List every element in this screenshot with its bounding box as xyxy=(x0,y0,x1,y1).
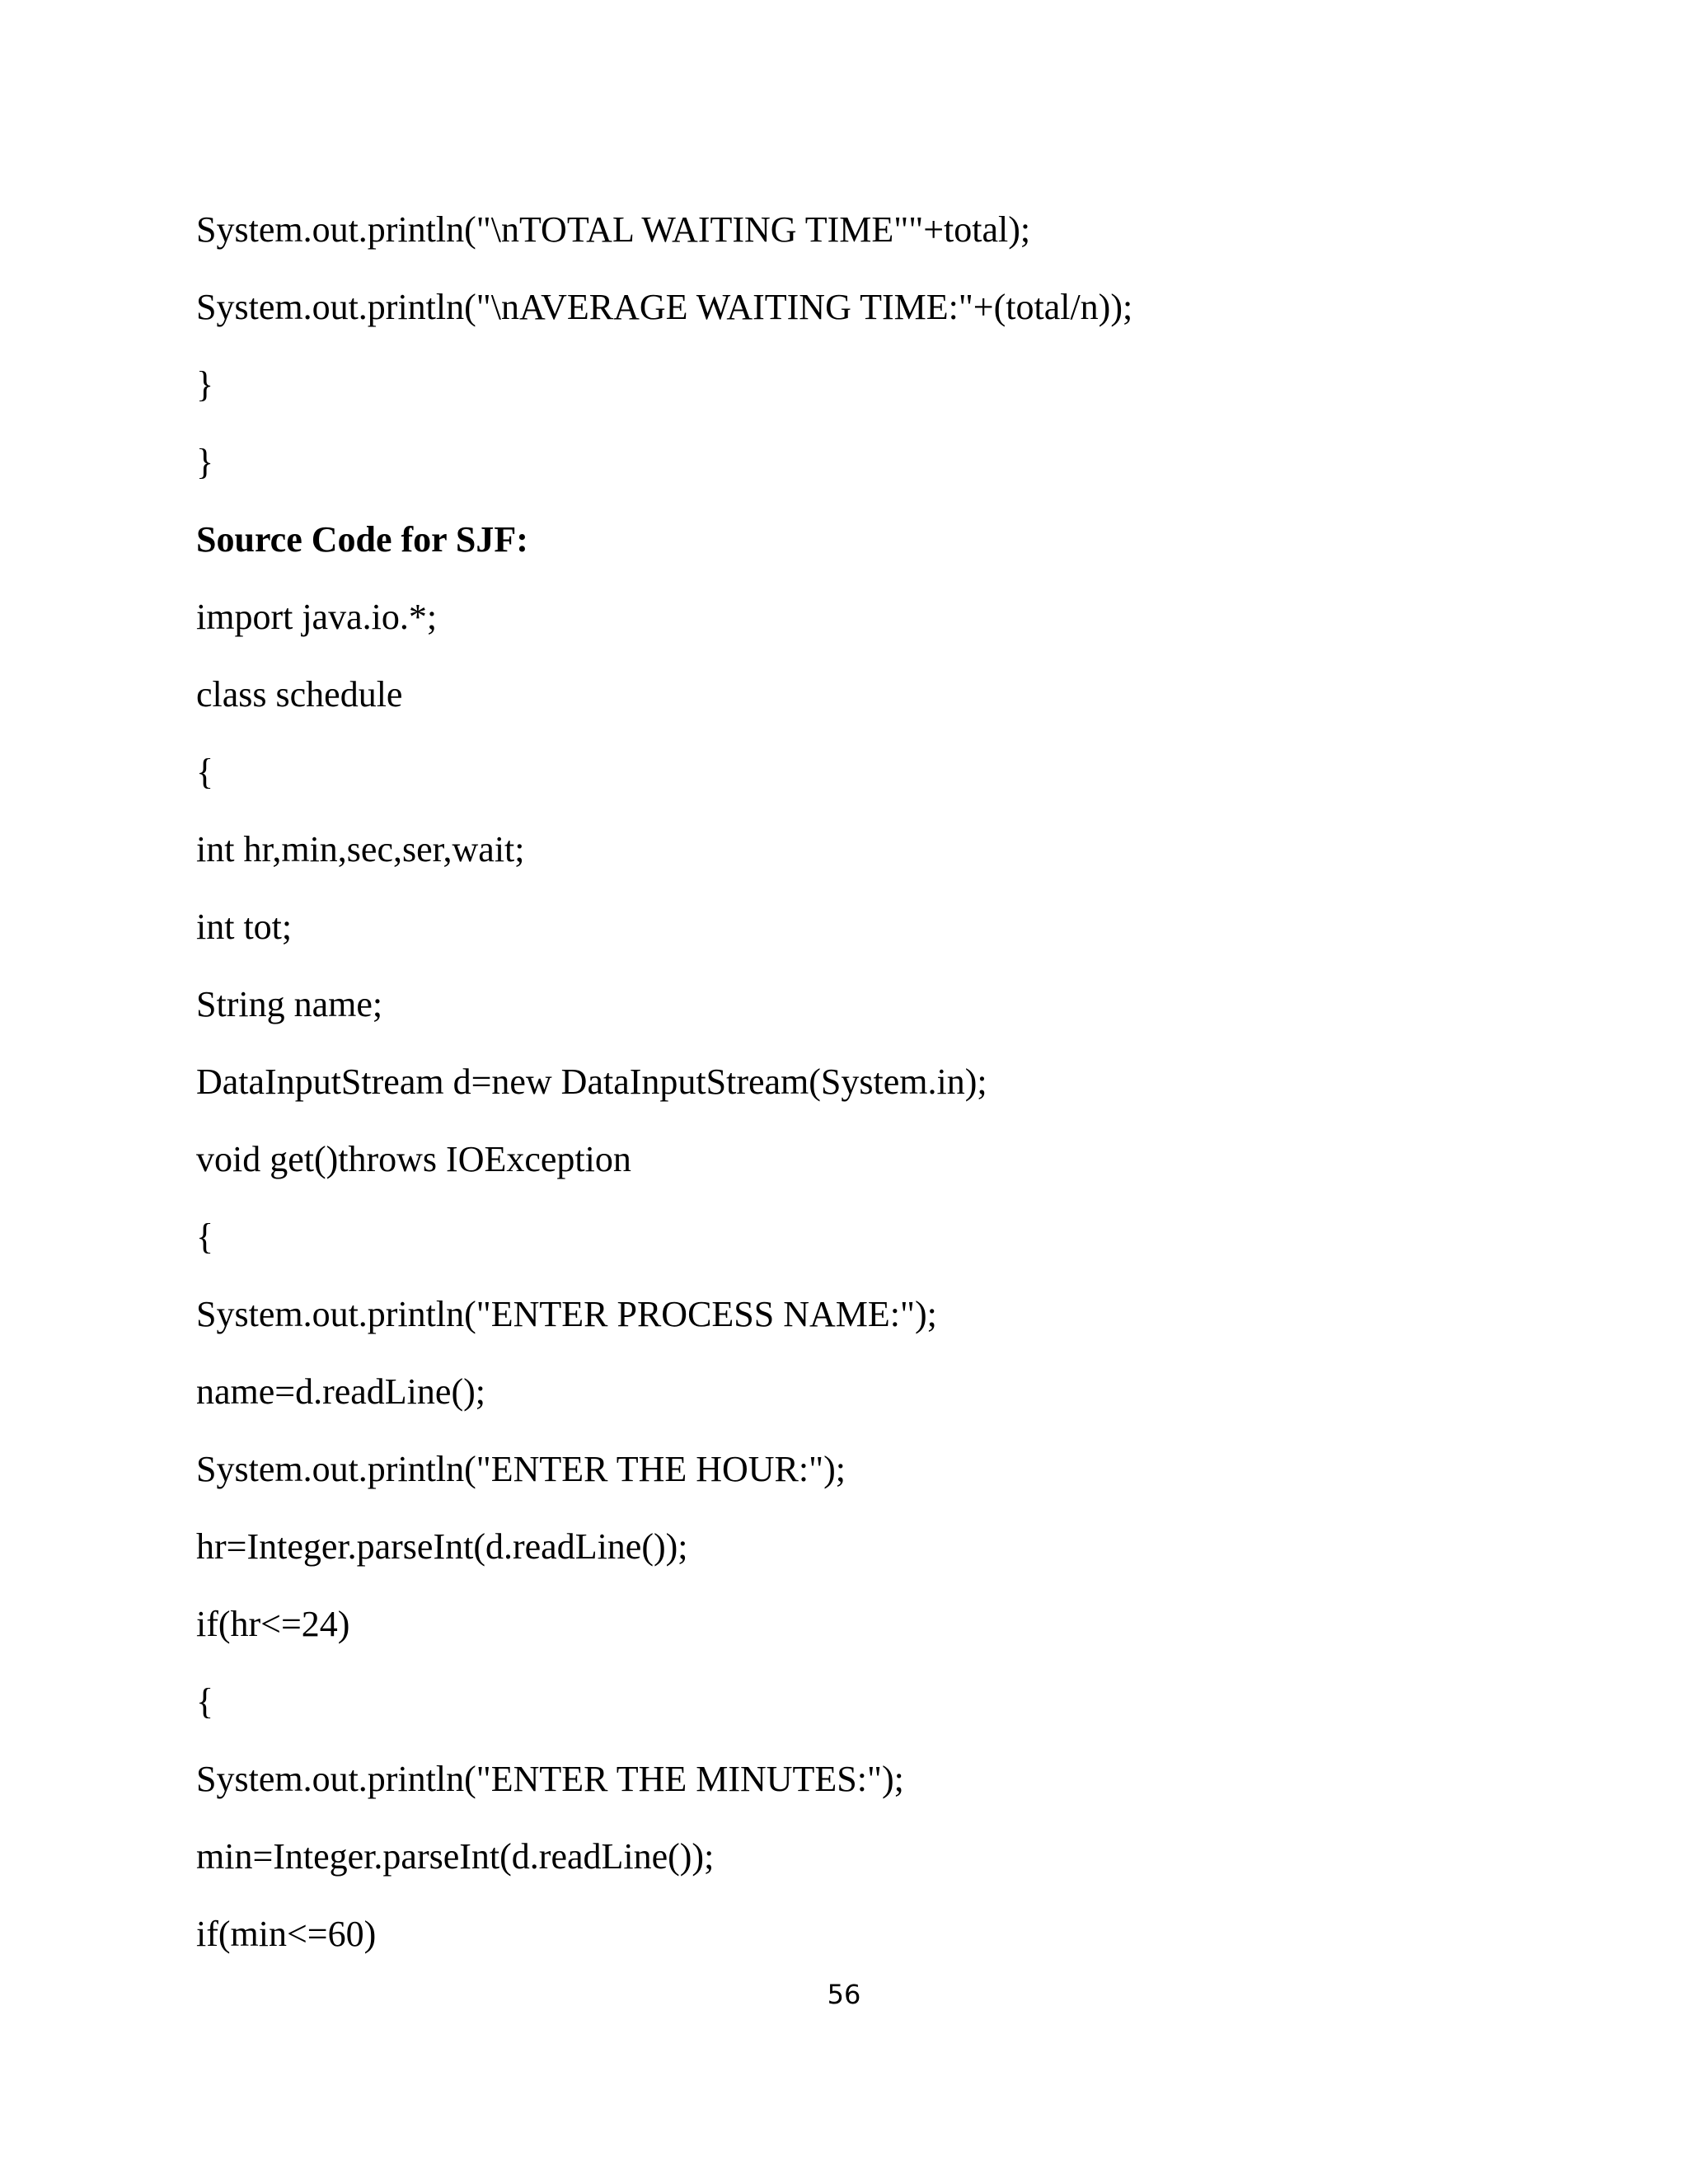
code-line: int hr,min,sec,ser,wait; xyxy=(196,829,525,869)
code-line: if(hr<=24) xyxy=(196,1604,350,1644)
page-number: 56 xyxy=(827,1979,861,2010)
code-listing xyxy=(196,191,1597,1973)
code-line: { xyxy=(196,752,214,792)
code-line: hr=Integer.parseInt(d.readLine()); xyxy=(196,1526,688,1567)
code-line: System.out.println("ENTER PROCESS NAME:"); xyxy=(196,1294,937,1334)
code-line: name=d.readLine(); xyxy=(196,1371,485,1412)
code-line: { xyxy=(196,1216,214,1257)
section-heading: Source Code for SJF: xyxy=(196,519,528,560)
code-line: DataInputStream d=new DataInputStream(System.in); xyxy=(196,1062,987,1102)
code-line: if(min<=60) xyxy=(196,1914,377,1954)
code-line: min=Integer.parseInt(d.readLine()); xyxy=(196,1836,715,1877)
code-line: import java.io.*; xyxy=(196,597,438,637)
code-line: System.out.println("ENTER THE MINUTES:"); xyxy=(196,1759,904,1799)
code-line: class schedule xyxy=(196,674,403,715)
code-line: System.out.println("ENTER THE HOUR:"); xyxy=(196,1449,846,1489)
code-line: void get()throws IOException xyxy=(196,1139,631,1179)
code-line: } xyxy=(196,442,214,482)
code-line: int tot; xyxy=(196,907,293,947)
code-line: String name; xyxy=(196,984,383,1024)
code-line: } xyxy=(196,364,214,405)
code-line: System.out.println("\nTOTAL WAITING TIME""+total); xyxy=(196,209,1031,250)
code-line: { xyxy=(196,1681,214,1722)
code-line: System.out.println("\nAVERAGE WAITING TIME:"+(total/n)); xyxy=(196,287,1133,327)
